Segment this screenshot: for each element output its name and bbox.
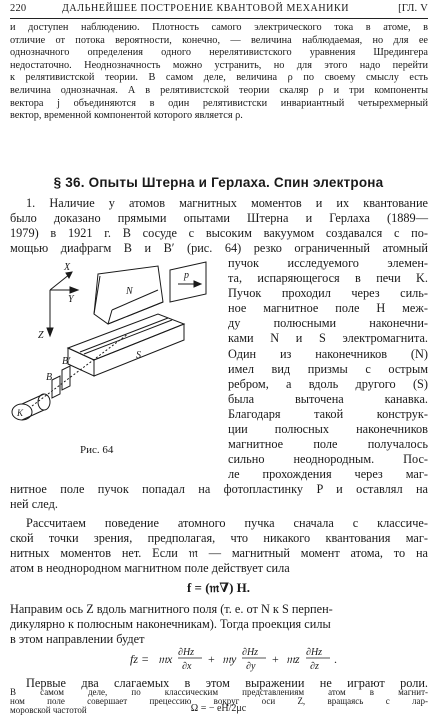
text-line: Благодаря такой конструк- — [228, 406, 428, 421]
label-k: K — [17, 408, 24, 418]
plus-sign: + — [208, 652, 215, 666]
text-line: магнитное поле получалось — [228, 437, 428, 452]
intro-line: отличие от потока вероятности, конечно, — величина наблюдаемая, но для ее — [10, 34, 428, 46]
text-line: моровской частотой — [10, 705, 87, 715]
axis-x-line — [50, 274, 70, 290]
text-line: ребром, а вдоль другого (S) — [228, 376, 428, 391]
text-line: нитных моментов нет. Если 𝔪 — магнитный момент атома, то на — [10, 546, 428, 561]
intro-line: и доступен наблюдению. Плотность самого электрического тока в атоме, в — [10, 22, 428, 33]
text-line: пучок исследуемого элемен- — [228, 256, 428, 270]
text-line: было доказано прямыми опытами Штерна и Герлаха (1889— — [10, 211, 428, 226]
intro-line: вектора j объединяются в один релятивистски инвариантный четырехмерный — [10, 97, 428, 109]
text-line: дикулярно к полюсным наконечникам). Тогда проекция силы — [10, 617, 331, 632]
paragraph-1-full — [10, 196, 428, 256]
formula-den: ∂x — [182, 661, 192, 672]
label-s: S — [136, 350, 141, 361]
paragraph-3 — [10, 602, 428, 647]
section-title: § 36. Опыты Штерна и Герлаха. Спин электрона — [53, 175, 384, 190]
text-line: атом в неоднородном магнитном поле действует сила — [10, 561, 290, 576]
text-line: нитное поле пучок попадал на фотопластинку P и оставлял на — [10, 482, 428, 496]
formula-term: 𝔪x — [158, 652, 173, 666]
formula-den: ∂z — [310, 661, 319, 672]
label-b: B — [46, 372, 53, 383]
axis-y-arrow — [70, 287, 78, 293]
text-line: 1979) в 1921 г. В сосуде с высоким вакуумом создавался с по- — [10, 226, 428, 241]
intro-line: к релятивистской теории. В самом деле, величина ρ по своему смыслу есть — [10, 72, 428, 84]
formula-num: ∂Hz — [306, 647, 323, 658]
text-line: Направим ось Z вдоль магнитного поля (т. е. от N к S перпен- — [10, 602, 333, 616]
label-x: X — [64, 262, 71, 273]
groove-line — [80, 318, 168, 352]
text-line: Первые два слагаемых в этом выражении не играют роли. — [26, 676, 428, 690]
formula-num: ∂Hz — [242, 647, 259, 658]
label-n: N — [126, 286, 133, 297]
text-line: Один из наконечников (N) — [228, 346, 428, 361]
intro-paragraph — [10, 22, 428, 123]
intro-line: величина однозначная. А в релятивистской теории скаляр ρ и три компоненты — [10, 84, 428, 96]
paragraph-2 — [10, 516, 428, 576]
pole-edge — [108, 310, 112, 324]
pole-edge — [108, 302, 163, 324]
formula-force: f = (𝔪∇) H. — [186, 580, 251, 595]
text-line: ное магнитное поле H меж- — [228, 301, 428, 316]
diaphragm-b — [52, 376, 60, 398]
text-line: ции полюсных наконечников — [228, 422, 428, 437]
photoplate — [170, 262, 206, 302]
formula-term: 𝔪y — [222, 652, 237, 666]
axis-z-arrow — [47, 328, 53, 336]
formula-den: ∂y — [246, 661, 256, 672]
text-line: ду полюсными наконечни- — [228, 316, 428, 331]
formula-term: 𝔪z — [286, 652, 300, 666]
paragraph-1-wrap — [228, 256, 428, 482]
oven-edge — [22, 410, 44, 420]
oven-mouth — [38, 394, 50, 410]
text-line: сильно неоднородным. Пос- — [228, 452, 428, 467]
label-z: Z — [38, 330, 44, 341]
label-p: p — [184, 270, 189, 281]
text-line: В самом деле, по классическим представлениям атом в магнит- — [10, 687, 428, 697]
stern-gerlach-figure — [8, 254, 208, 434]
chapter-label: [ГЛ. V — [398, 3, 428, 14]
text-line: ской точки зрения, предполагая, что никакого квантования маг- — [10, 531, 428, 546]
intro-line: однозначного определения одного нерелятивистского уравнения Шредингера — [10, 47, 428, 59]
paragraph-1-tail — [10, 482, 428, 512]
text-line: ном поле совершает прецессию вокруг оси Z, вращаясь с лар- — [10, 696, 428, 706]
text-line: 1. Наличие у атомов магнитных моментов и их квантование — [26, 196, 428, 210]
formula-end: . — [334, 652, 337, 666]
page-number: 220 — [10, 3, 27, 14]
formula-lhs: fz = — [130, 652, 150, 666]
running-title: ДАЛЬНЕЙШЕЕ ПОСТРОЕНИЕ КВАНТОВОЙ МЕХАНИКИ — [62, 3, 350, 14]
label-y: Y — [68, 294, 74, 305]
intro-line: вектор, временной компонентой которого является ρ. — [10, 110, 243, 122]
text-line: имел вид призмы с острым — [228, 361, 428, 376]
formula-force-z — [130, 644, 390, 674]
text-line: Рассчитаем поведение атомного пучка сначала с классиче- — [26, 516, 428, 530]
intro-line: недостаточно. Неоднозначность можно устранить, но для этого надо перейти — [10, 59, 428, 71]
formula-num: ∂Hz — [178, 647, 195, 658]
plus-sign: + — [272, 652, 279, 666]
text-line: Пучок проходил через силь- — [228, 286, 428, 301]
text-line: та, испаряющегося в печи K. — [228, 271, 428, 286]
text-line: ками N и S электромагнита. — [228, 331, 428, 346]
formula-larmor: Ω = − eH/2μc — [190, 703, 247, 714]
diaphragm-b-prime — [62, 366, 70, 390]
text-line: мощью диафрагм B и B′ (рис. 64) резко ограниченный атомный — [10, 241, 428, 256]
text-line: ней след. — [10, 497, 58, 512]
label-b-prime: B′ — [62, 356, 71, 367]
text-line: ле прохождения через маг- — [228, 467, 428, 482]
trace-arrow — [194, 281, 201, 287]
text-line: в этом направлении будет — [10, 632, 145, 647]
figure-caption: Рис. 64 — [80, 444, 114, 456]
text-line: была выточена канавка. — [228, 391, 428, 406]
running-header — [10, 2, 428, 19]
